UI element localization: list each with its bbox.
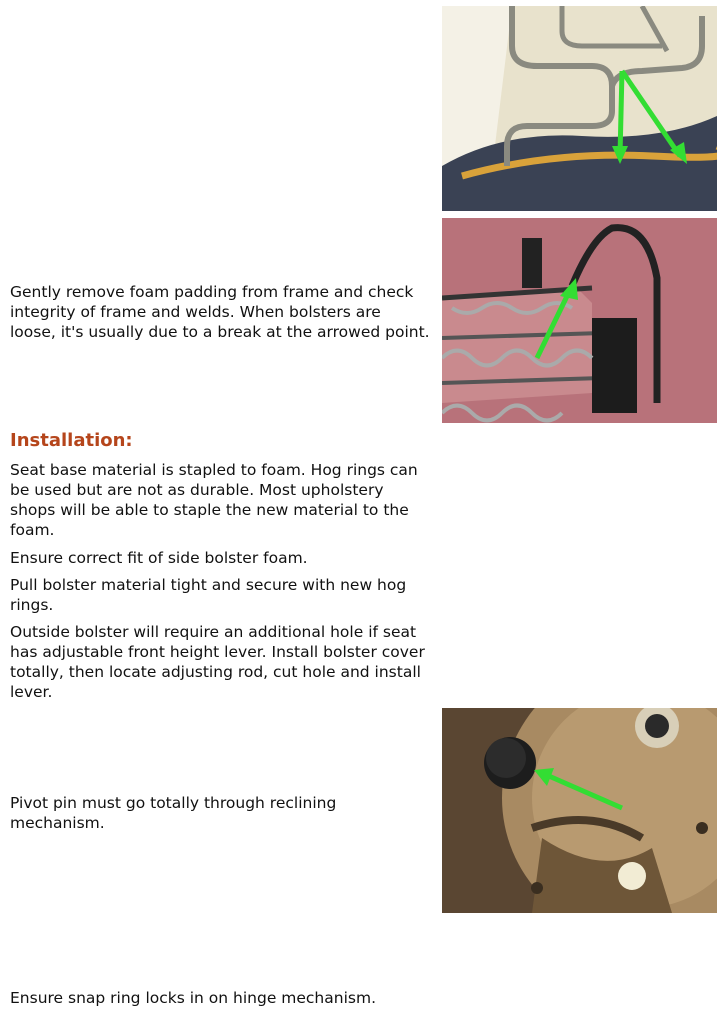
install-paragraph-2: Ensure correct fit of side bolster foam. bbox=[10, 549, 308, 567]
frame-check-text: Gently remove foam padding from frame and check integrity of frame and welds. When bolsters are loose, it's usually due to a break at the arrowed point. bbox=[10, 283, 430, 341]
seat-frame-photo bbox=[442, 218, 717, 423]
install-paragraph-4: Outside bolster will require an additional hole if seat has adjustable front height lever. Install bolster cover totally, then locate adjusting rod, cut hole and install lever. bbox=[10, 623, 425, 701]
install-paragraph-1: Seat base material is stapled to foam. Hog rings can be used but are not as durable. Most upholstery shops will be able to staple the new material to the foam. bbox=[10, 461, 418, 539]
installation-heading: Installation: bbox=[10, 430, 133, 451]
pivot-pin-photo bbox=[442, 708, 717, 913]
install-paragraph-3: Pull bolster material tight and secure with new hog rings. bbox=[10, 576, 407, 614]
pivot-pin-text: Pivot pin must go totally through reclining mechanism. bbox=[10, 794, 337, 832]
snap-ring-text: Ensure snap ring locks in on hinge mechanism. bbox=[10, 989, 376, 1007]
seat-springs-photo bbox=[442, 6, 717, 211]
